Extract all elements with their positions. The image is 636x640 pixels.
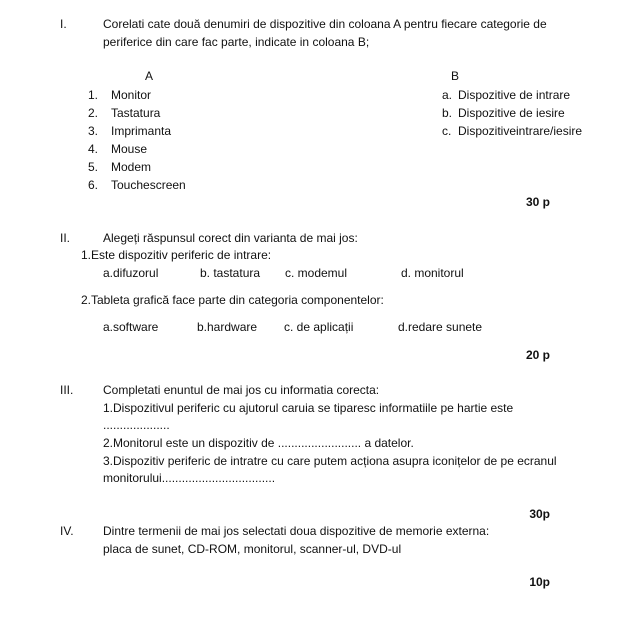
list-item: Dispozitive de intrare [458, 88, 571, 102]
answer-option: a.difuzorul [103, 266, 159, 280]
list-item-number: 5. [88, 160, 99, 174]
list-item-number: 2. [88, 106, 99, 120]
fill-in-item-3-line1: 3.Dispozitiv periferic de intratre cu care putem acționa asupra iconițelor de pe ecranul [103, 454, 557, 468]
section3-points: 30p [529, 507, 550, 521]
answer-option: b. tastatura [200, 266, 261, 280]
section2-numeral: II. [60, 231, 71, 245]
list-item: Modem [111, 160, 152, 174]
section2-instruction: Alegeți răspunsul corect din varianta de mai jos: [103, 231, 358, 245]
section1-instruction-line1: Corelati cate două denumiri de dispozitive din coloana A pentru fiecare categorie de [103, 17, 547, 31]
list-item: Imprimanta [111, 124, 172, 138]
fill-in-item-1: 1.Dispozitivul periferic cu ajutorul caruia se tiparesc informatiile pe hartie este [103, 401, 514, 415]
list-item: Mouse [111, 142, 148, 156]
list-item: Touchescreen [111, 178, 186, 192]
list-item-number: 6. [88, 178, 99, 192]
section1-instruction-line2: periferice din care fac parte, indicate in coloana B; [103, 35, 370, 49]
section1-numeral: I. [60, 17, 67, 31]
list-item: Monitor [111, 88, 152, 102]
column-b-header: B [451, 69, 460, 83]
answer-option: d. monitorul [401, 266, 464, 280]
list-item-number: 1. [88, 88, 99, 102]
section1-points: 30 p [525, 195, 550, 209]
list-item: Tastatura [111, 106, 161, 120]
list-item-number: 4. [88, 142, 99, 156]
fill-in-blank-1: .................... [103, 418, 170, 432]
section4-points: 10p [529, 575, 550, 589]
answer-option: c. modemul [285, 266, 348, 280]
answer-option: b.hardware [197, 320, 258, 334]
answer-option: a.software [103, 320, 159, 334]
list-item-letter: b. [442, 106, 453, 120]
section3-instruction: Completati enuntul de mai jos cu informatia corecta: [103, 383, 380, 397]
question-1: 1.Este dispozitiv periferic de intrare: [81, 248, 272, 262]
list-item: Dispozitiveintrare/iesire [458, 124, 583, 138]
section4-terms: placa de sunet, CD-ROM, monitorul, scanner-ul, DVD-ul [103, 542, 402, 556]
question-2: 2.Tableta grafică face parte din categoria componentelor: [81, 293, 384, 307]
fill-in-item-2: 2.Monitorul este un dispozitiv de ......................... a datelor. [103, 436, 414, 450]
column-a-header: A [145, 69, 154, 83]
section4-numeral: IV. [60, 524, 74, 538]
list-item-number: 3. [88, 124, 99, 138]
list-item-letter: a. [442, 88, 453, 102]
list-item-letter: c. [442, 124, 452, 138]
answer-option: d.redare sunete [398, 320, 483, 334]
section4-instruction: Dintre termenii de mai jos selectati doua dispozitive de memorie externa: [103, 524, 490, 538]
answer-option: c. de aplicații [284, 320, 354, 334]
section2-points: 20 p [525, 348, 550, 362]
list-item: Dispozitive de iesire [458, 106, 565, 120]
fill-in-item-3-line2: monitorului.................................. [103, 471, 276, 485]
section3-numeral: III. [60, 383, 74, 397]
